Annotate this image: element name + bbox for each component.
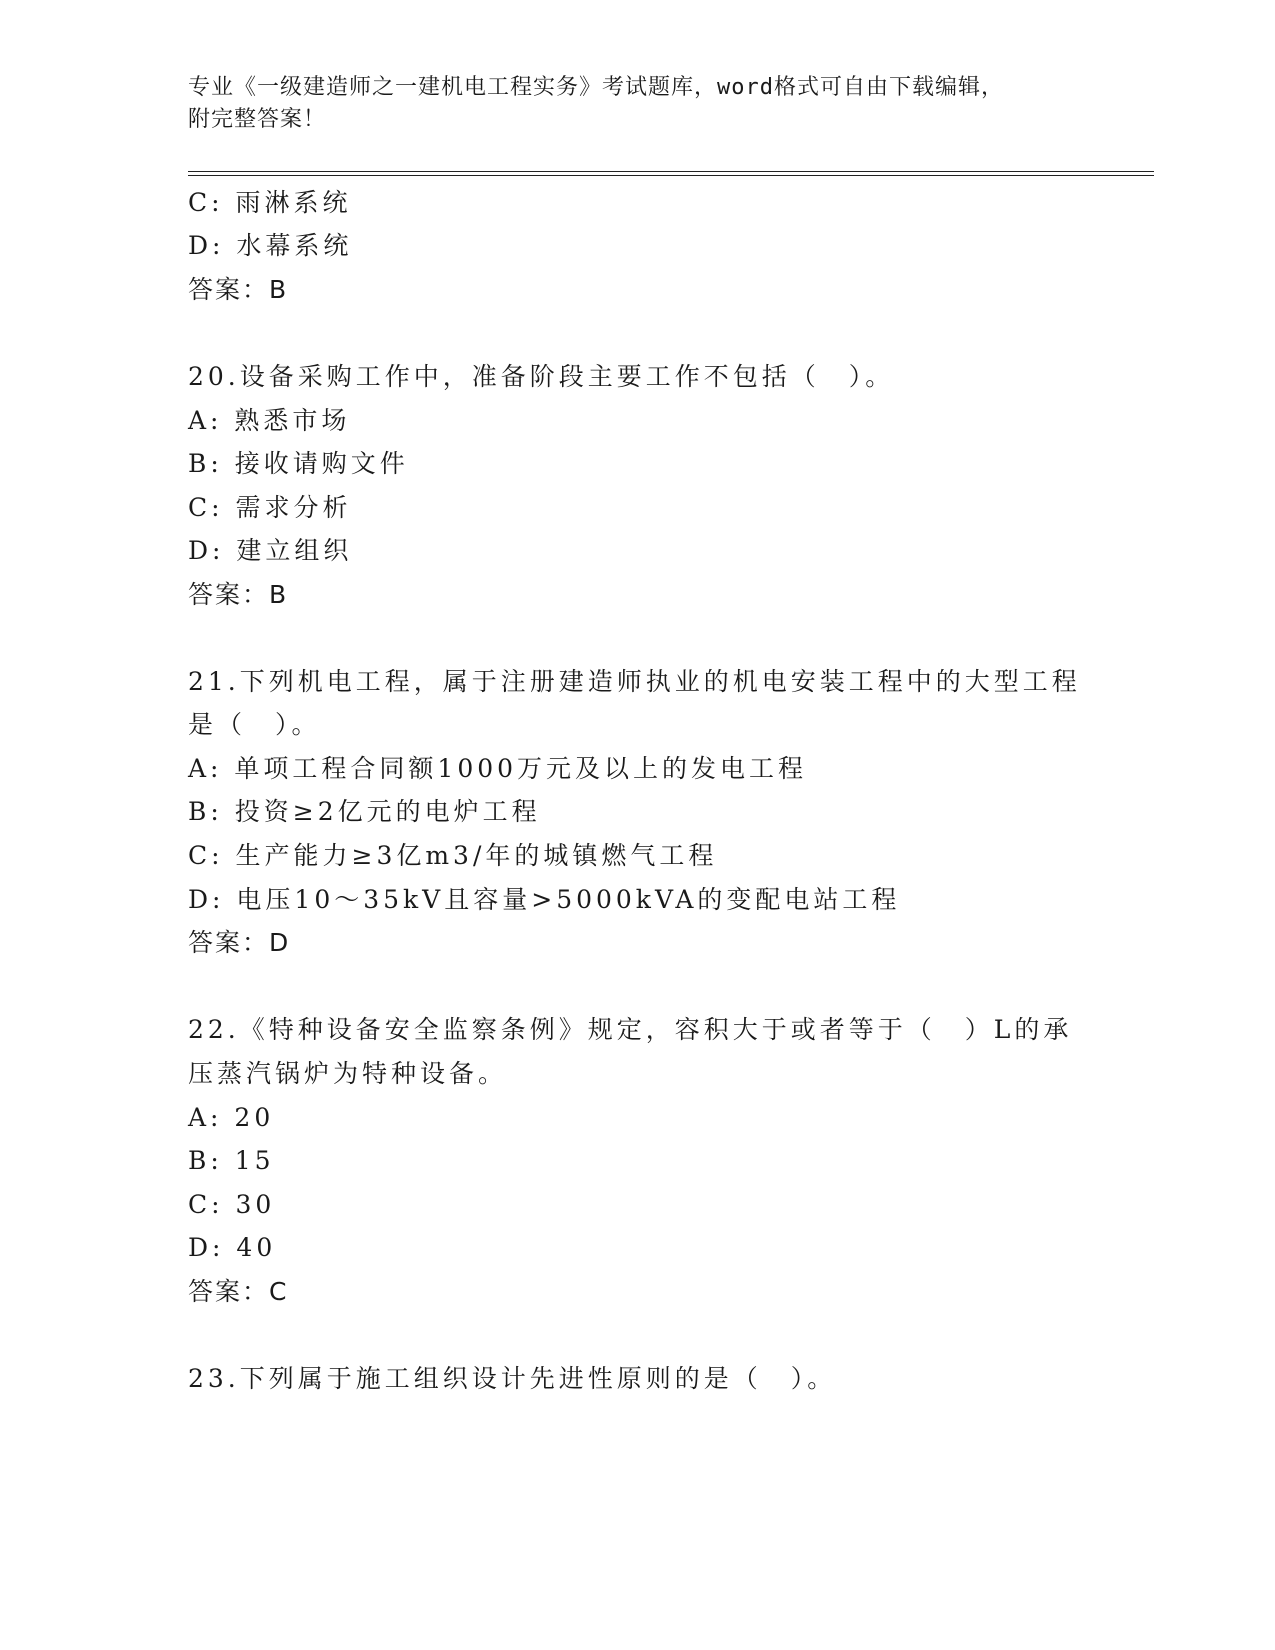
q20-option-c: C: 需求分析 [188,493,352,522]
q22-stem-line-1: 22.《特种设备安全监察条例》规定，容积大于或者等于（ ）L的承 [188,1015,1073,1044]
q19-option-d: D: 水幕系统 [188,231,353,260]
q22-option-c: C: 30 [188,1190,276,1219]
q19-answer: 答案：B [188,275,289,304]
q20-option-d: D: 建立组织 [188,536,353,565]
q21-option-a: A: 单项工程合同额1000万元及以上的发电工程 [188,754,808,783]
q20-option-a: A: 熟悉市场 [188,406,351,435]
q22-option-b: B: 15 [188,1146,275,1175]
q21-stem-line-1: 21.下列机电工程，属于注册建造师执业的机电安装工程中的大型工程 [188,667,1081,696]
q23-stem: 23.下列属于施工组织设计先进性原则的是（ ）。 [188,1364,837,1393]
q22-option-d: D: 40 [188,1233,277,1262]
document-header [188,72,1088,136]
q21-option-c: C: 生产能力≥3亿m3/年的城镇燃气工程 [188,841,718,870]
q22-answer: 答案：C [188,1277,289,1306]
q20-stem: 20.设备采购工作中，准备阶段主要工作不包括（ ）。 [188,362,895,391]
q21-option-b: B: 投资≥2亿元的电炉工程 [188,797,541,826]
q19-option-c: C: 雨淋系统 [188,188,352,217]
q21-answer: 答案：D [188,928,291,957]
q21-option-d: D: 电压10～35kV且容量>5000kVA的变配电站工程 [188,885,901,914]
q21-stem-line-2: 是（ ）。 [188,710,321,739]
header-divider-top [188,171,1154,172]
header-line-2: 附完整答案！ [188,107,327,132]
q22-stem-line-2: 压蒸汽锅炉为特种设备。 [188,1059,508,1088]
header-line-1: 专业《一级建造师之一建机电工程实务》考试题库，word格式可自由下载编辑， [188,75,1004,100]
q22-option-a: A: 20 [188,1103,275,1132]
q20-answer: 答案：B [188,580,289,609]
q20-option-b: B: 接收请购文件 [188,449,409,478]
header-divider-bottom [188,175,1154,176]
